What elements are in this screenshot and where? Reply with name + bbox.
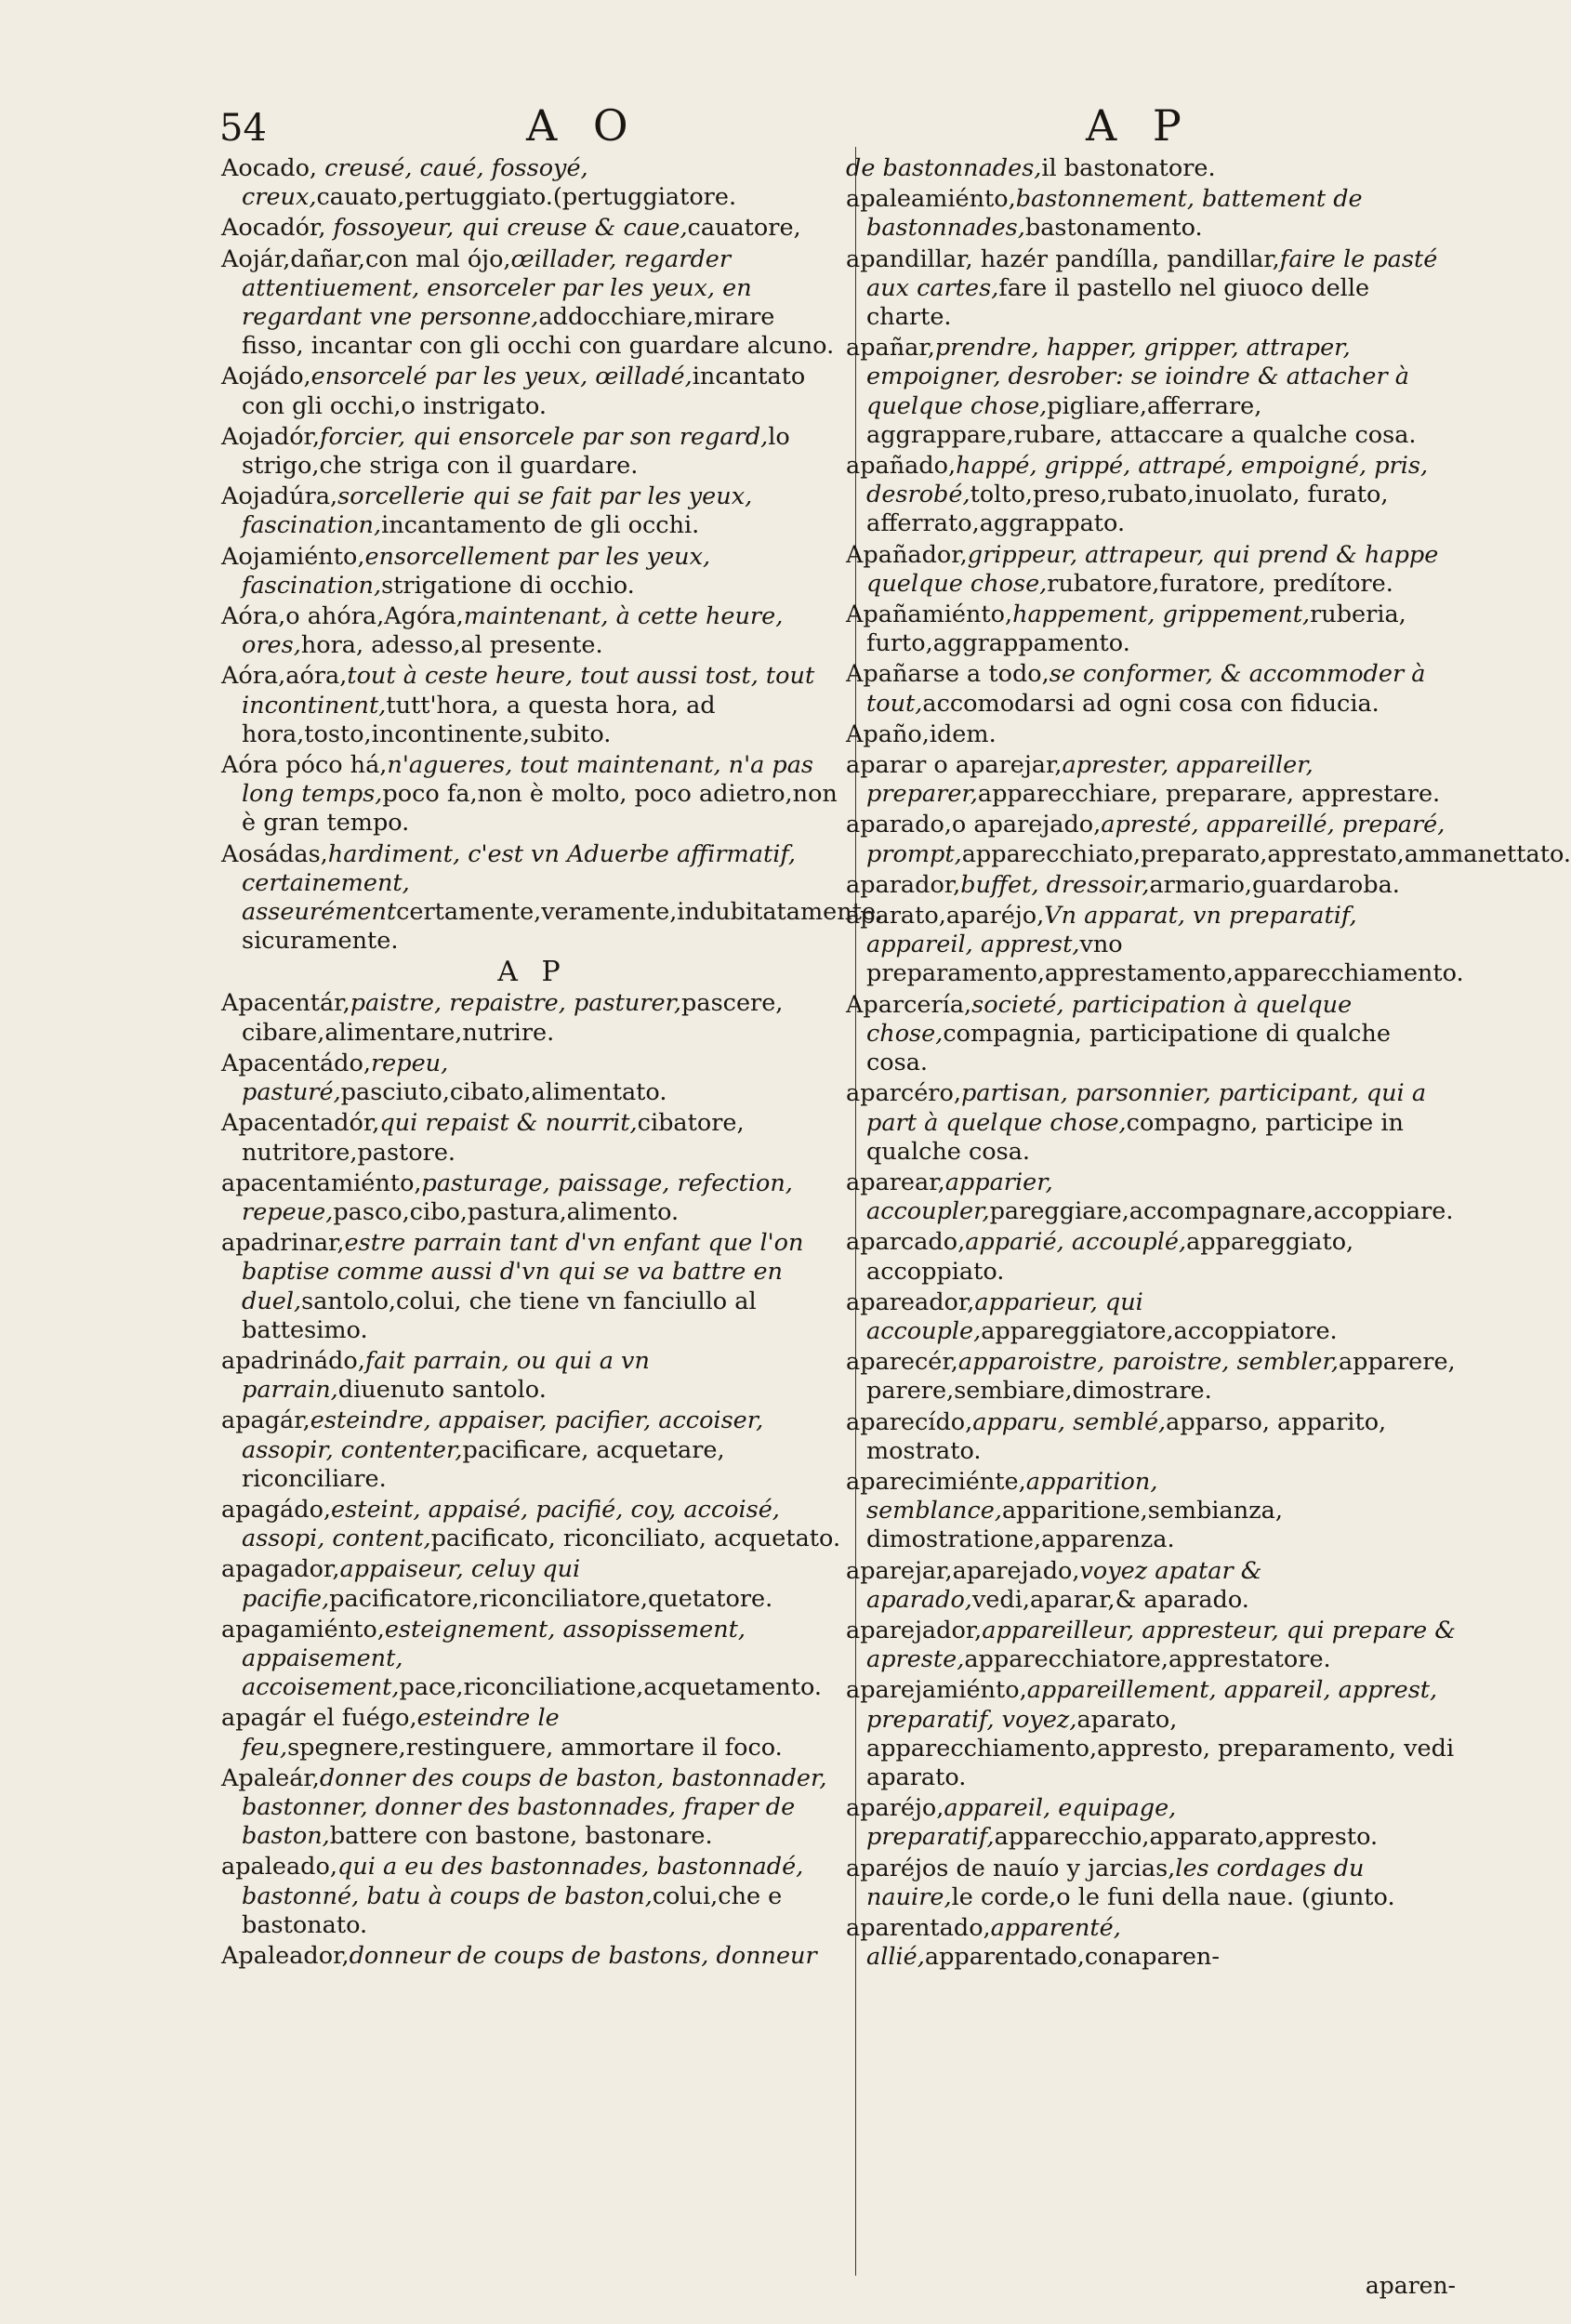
french-gloss: pasturage, paissage, refection, repeue, (242, 1169, 793, 1226)
french-gloss: tout à ceste heure, tout aussi tost, tout incontinent, (242, 662, 815, 720)
french-gloss: apparenté, allié, (866, 1913, 1121, 1972)
italian-gloss: pacificatore,riconciliatore,quetatore. (329, 1584, 773, 1613)
italian-gloss: compagnia, participatione di qualche cosa. (866, 1019, 1391, 1077)
headword: Apaño,idem. (846, 720, 997, 748)
italian-gloss: pareggiare,accompagnare,accoppiare. (989, 1197, 1454, 1226)
headword: aparato,aparéjo, (846, 902, 1045, 931)
dictionary-entry (846, 751, 1459, 809)
dictionary-entry (846, 154, 1459, 183)
french-gloss: apparieur, qui accouple, (866, 1287, 1143, 1345)
dictionary-entry (221, 1406, 844, 1494)
headword: aparecído, (846, 1407, 973, 1436)
dictionary-entry (221, 1229, 844, 1345)
headword: apañar, (846, 334, 935, 363)
french-gloss: n'agueres, tout maintenant, n'a pas long temps, (242, 751, 814, 809)
headword: apaleado, (221, 1853, 337, 1882)
dictionary-entry (221, 989, 844, 1047)
french-gloss: apparition, semblance, (866, 1467, 1158, 1525)
dictionary-entry (846, 601, 1459, 658)
dictionary-entry (221, 1853, 844, 1940)
dictionary-entry (221, 1347, 844, 1405)
dictionary-entry (221, 662, 844, 749)
headword: aparar o aparejar, (846, 751, 1063, 780)
dictionary-entry (846, 902, 1464, 989)
italian-gloss: pace,riconciliatione,acquetamento. (399, 1673, 822, 1702)
french-gloss: maintenant, à cette heure, ores, (242, 602, 784, 660)
italian-gloss: apparentado,conaparen- (924, 1943, 1220, 1972)
italian-gloss: apparere, parere,sembiare,dimostrare. (866, 1348, 1456, 1406)
italian-gloss: cibatore, nutritore,pastore. (242, 1109, 745, 1167)
french-gloss: esteint, appaisé, pacifié, coy, accoisé, assopi, content, (242, 1495, 780, 1553)
headword: Aóra póco há, (221, 751, 388, 780)
italian-gloss: santolo,colui, che tiene vn fanciullo al battesimo. (242, 1287, 757, 1344)
dictionary-entry (846, 811, 1571, 868)
headword: Aocado, (221, 154, 318, 182)
headword: Aojár,dañar,con mal ójo, (221, 244, 511, 273)
italian-gloss: fare il pastello nel giuoco delle charte. (866, 273, 1370, 332)
headword: aparejar,aparejado, (846, 1556, 1080, 1585)
headword: apadrinádo, (221, 1346, 365, 1375)
headword: aparentado, (846, 1913, 991, 1942)
dictionary-entry (846, 1468, 1459, 1555)
italian-gloss: certamente,veramente,indubitatamente, sicuramente. (242, 898, 884, 956)
french-gloss: apresté, appareillé, preparé, prompt, (866, 811, 1446, 868)
headword: Aojádo, (221, 363, 311, 391)
dictionary-entry (846, 1408, 1459, 1466)
headword: aparado,o aparejado, (846, 811, 1102, 839)
dictionary-entry (221, 245, 844, 362)
italian-gloss: pacificato, riconciliato, acquetato. (430, 1525, 841, 1553)
french-gloss: esteindre le feu, (242, 1704, 560, 1762)
headword: Apacentádo, (221, 1049, 371, 1077)
dictionary-entry (846, 1228, 1459, 1286)
headword: aparcado, (846, 1228, 966, 1257)
italian-gloss: apparecchiato,preparato,apprestato,ammanettato. (961, 839, 1571, 868)
right-column (846, 154, 1571, 1974)
italian-gloss: pasciuto,cibato,alimentato. (340, 1078, 667, 1107)
french-gloss: happement, grippement, (1012, 601, 1311, 629)
french-gloss: se conformer, & accommoder à tout, (866, 660, 1426, 718)
french-gloss: apparoistre, paroistre, sembler, (957, 1348, 1339, 1377)
french-gloss: apparu, semblé, (972, 1407, 1167, 1436)
headword: Apañador, (846, 540, 968, 569)
italian-gloss: tolto,preso,rubato,inuolato, furato, afferrato,aggrappato. (866, 481, 1389, 538)
headword: Apaleár, (221, 1763, 320, 1792)
french-gloss: donneur de coups de bastons, donneur (349, 1941, 817, 1970)
french-gloss: appaiseur, celuy qui pacifie, (242, 1555, 581, 1613)
headword: apagador, (221, 1555, 340, 1584)
entries-ap-right (846, 154, 1571, 1972)
italian-gloss: bastonamento. (1024, 214, 1203, 243)
headword: Apacentadór, (221, 1109, 380, 1138)
french-gloss: paistre, repaistre, pasturer, (350, 989, 682, 1018)
italian-gloss: addocchiare,mirare fisso, incantar con gli occhi con guardare alcuno. (242, 303, 835, 361)
headword: Aparcería, (846, 990, 972, 1019)
italian-gloss: apparitione,sembianza, dimostratione,apparenza. (866, 1497, 1283, 1554)
headword: aparear, (846, 1168, 945, 1196)
dictionary-entry (221, 1169, 844, 1227)
french-gloss: forcier, qui ensorcele par son regard, (320, 422, 769, 451)
italian-gloss: colui,che e bastonato. (242, 1882, 783, 1939)
french-gloss: creusé, caué, fossoyé, creux, (242, 154, 588, 212)
dictionary-entry (221, 1616, 844, 1703)
french-gloss: hardiment, c'est vn Aduerbe affirmatif, certainement, asseurément (242, 839, 796, 927)
italian-gloss: lo strigo,che striga con il guardare. (242, 422, 790, 481)
italian-gloss: vedi,aparar,& aparado. (971, 1585, 1249, 1614)
dictionary-entry (221, 154, 844, 212)
dictionary-entry (221, 1050, 844, 1107)
headword: apacentamiénto, (221, 1169, 422, 1197)
dictionary-entry (221, 1109, 844, 1167)
french-gloss: partisan, parsonnier, participant, qui a part à quelque chose, (866, 1079, 1427, 1137)
headword: Aóra,aóra, (221, 662, 348, 691)
french-gloss: ensorcellement par les yeux, fascination, (242, 542, 711, 600)
dictionary-entry (221, 214, 844, 243)
french-gloss: bastonnement, battement de bastonnades, (866, 185, 1363, 243)
italian-gloss: appareggiatore,accoppiatore. (981, 1316, 1338, 1345)
dictionary-entry (846, 991, 1459, 1078)
italian-gloss: appareggiato, accoppiato. (866, 1228, 1354, 1286)
dictionary-entry (846, 541, 1459, 599)
italian-gloss: apparecchiare, preparare, apprestare. (977, 780, 1441, 809)
italian-gloss: battere con bastone, bastonare. (329, 1822, 713, 1851)
italian-gloss: poco fa,non è molto, poco adietro,non è gran tempo. (242, 780, 838, 838)
french-gloss: de bastonnades, (846, 154, 1042, 182)
dictionary-entry (846, 185, 1459, 243)
headword: aparcéro, (846, 1079, 961, 1108)
dictionary-entry (221, 1764, 844, 1852)
dictionary-entry (221, 423, 844, 481)
dictionary-entry (221, 482, 844, 540)
dictionary-entry (221, 363, 844, 420)
italian-gloss: il bastonatore. (1041, 154, 1216, 182)
italian-gloss: incantato con gli occhi,o instrigato. (242, 363, 806, 420)
italian-gloss: tutt'hora, a questa hora, ad hora,tosto,incontinente,subito. (242, 691, 716, 748)
french-gloss: fait parrain, ou qui a vn parrain, (242, 1346, 650, 1405)
italian-gloss: pascere, cibare,alimentare,nutrire. (242, 989, 784, 1047)
headword: Aojamiénto, (221, 542, 365, 571)
french-gloss: qui repaist & nourrit, (379, 1109, 638, 1138)
italian-gloss: hora, adesso,al presente. (300, 631, 603, 660)
french-gloss: sorcellerie qui se fait par les yeux, fascination, (242, 482, 753, 540)
headword: aparejamiénto, (846, 1676, 1027, 1705)
french-gloss: donner des coups de baston, bastonnader, bastonner, donner des bastonnades, fraper de baston, (242, 1763, 827, 1851)
dictionary-entry (221, 839, 884, 957)
dictionary-entry (846, 1914, 1459, 1972)
italian-gloss: pacificare, acquetare, riconciliare. (242, 1435, 725, 1493)
headword: apandillar, hazér pandílla, pandillar, (846, 244, 1280, 273)
french-gloss: happé, grippé, attrapé, empoigné, pris, desrobé, (866, 452, 1429, 509)
headword: apareador, (846, 1287, 975, 1316)
dictionary-entry (846, 1794, 1459, 1852)
dictionary-entry (846, 871, 1459, 900)
headword: Apaleador, (221, 1941, 350, 1970)
headword: apagamiénto, (221, 1615, 385, 1644)
french-gloss: fossoyeur, qui creuse & caue, (325, 214, 688, 243)
dictionary-entry (221, 751, 844, 838)
headword: aparéjos de nauío y jarcias, (846, 1854, 1176, 1882)
dictionary-entry (846, 1855, 1459, 1912)
headword: Aocadór, (221, 214, 326, 243)
catchword: aparen- (1365, 2272, 1456, 2299)
french-gloss: voyez apatar & aparado, (866, 1556, 1262, 1614)
dictionary-entry (221, 1555, 844, 1613)
french-gloss: appareil, equipage, preparatif, (866, 1794, 1177, 1852)
italian-gloss: cauatore, (687, 214, 801, 243)
headword: aparéjo, (846, 1794, 944, 1823)
headword: aparecér, (846, 1348, 958, 1377)
dictionary-entry (846, 1079, 1459, 1167)
french-gloss: œillader, regarder attentiuement, ensorceler par les yeux, en regardant vne personne, (242, 244, 752, 332)
headword: aparecimiénte, (846, 1467, 1026, 1496)
french-gloss: qui a eu des bastonnades, bastonnadé, bastonné, batu à coups de baston, (242, 1853, 804, 1910)
french-gloss: societé, participation à quelque chose, (866, 990, 1353, 1048)
running-header-left: A O (526, 100, 640, 151)
dictionary-entry (846, 452, 1459, 539)
italian-gloss: cauato,pertuggiato.(pertuggiatore. (316, 183, 737, 212)
italian-gloss: compagno, participe in qualche cosa. (866, 1108, 1404, 1166)
italian-gloss: vno preparamento,apprestamento,apparecchiamento. (866, 931, 1464, 988)
dictionary-entry (846, 1617, 1459, 1674)
headword: aparador, (846, 870, 961, 899)
dictionary-entry (846, 660, 1459, 718)
french-gloss: estre parrain tant d'vn enfant que l'on baptise comme aussi d'vn qui se va battre en duel, (242, 1229, 804, 1315)
french-gloss: apparié, accouplé, (965, 1228, 1187, 1257)
french-gloss: aprester, appareiller, preparer, (866, 751, 1314, 809)
italian-gloss: apparecchio,apparato,appresto. (994, 1823, 1379, 1852)
headword: Aojadór, (221, 422, 321, 451)
entries-ao (221, 154, 884, 956)
headword: Aóra,o ahóra,Agóra, (221, 602, 464, 631)
headword: aparejador, (846, 1616, 983, 1644)
french-gloss: buffet, dressoir, (960, 870, 1150, 899)
french-gloss: grippeur, attrapeur, qui prend & happe quelque chose, (866, 540, 1439, 598)
headword: apagár el fuégo, (221, 1704, 417, 1733)
italian-gloss: pigliare,afferrare, aggrappare,rubare, attaccare a qualche cosa. (866, 391, 1417, 449)
italian-gloss: aparato, apparecchiamento,appresto, preparamento, vedi aparato. (866, 1705, 1455, 1791)
entries-ap-left (221, 989, 844, 1971)
dictionary-entry (221, 1496, 844, 1553)
italian-gloss: ruberia, furto,aggrappamento. (866, 601, 1406, 658)
italian-gloss: diuenuto santolo. (337, 1376, 547, 1405)
left-column (221, 154, 884, 1973)
headword: apagádo, (221, 1495, 332, 1524)
french-gloss: les cordages du nauire, (866, 1854, 1365, 1911)
french-gloss: Vn apparat, vn preparatif, appareil, apprest, (866, 902, 1357, 959)
french-gloss: appareillement, appareil, apprest, preparatif, voyez, (866, 1676, 1438, 1734)
headword: Apañarse a todo, (846, 660, 1050, 689)
dictionary-entry (846, 1288, 1459, 1346)
dictionary-entry (846, 1348, 1459, 1406)
dictionary-entry (846, 334, 1459, 450)
italian-gloss: spegnere,restinguere, ammortare il foco. (287, 1733, 783, 1762)
french-gloss: repeu, pasturé, (242, 1049, 449, 1107)
headword: apagár, (221, 1406, 310, 1435)
italian-gloss: incantamento de gli occhi. (381, 511, 700, 540)
dictionary-entry (221, 1704, 844, 1762)
dictionary-entry (221, 543, 844, 601)
dictionary-entry (221, 1942, 844, 1971)
dictionary-entry (221, 602, 844, 660)
dictionary-entry (846, 245, 1459, 333)
dictionary-entry (846, 720, 1459, 749)
headword: apadrinar, (221, 1229, 345, 1258)
headword: Aosádas, (221, 839, 328, 868)
dictionary-entry (846, 1676, 1459, 1792)
section-heading-ap: A P (497, 956, 568, 989)
italian-gloss: apparso, apparito, mostrato. (866, 1407, 1387, 1465)
italian-gloss: le corde,o le funi della naue. (giunto. (951, 1882, 1395, 1911)
french-gloss: prendre, happer, gripper, attraper, empoigner, desrober: se ioindre & attacher à quelque chose, (866, 334, 1409, 420)
dictionary-entry (846, 1169, 1459, 1226)
italian-gloss: apparecchiatore,apprestatore. (964, 1645, 1331, 1674)
headword: apañado, (846, 452, 957, 481)
french-gloss: esteindre, appaiser, pacifier, accoiser, assopir, contenter, (242, 1406, 764, 1464)
running-header-right: A P (1086, 100, 1193, 151)
headword: Apañamiénto, (846, 601, 1013, 629)
dictionary-entry (846, 1557, 1459, 1615)
french-gloss: esteignement, assopissement, appaisement, accoisement, (242, 1615, 746, 1702)
italian-gloss: strigatione di occhio. (381, 571, 635, 600)
page-number: 54 (219, 107, 267, 150)
french-gloss: ensorcelé par les yeux, œilladé, (310, 363, 693, 391)
italian-gloss: pasco,cibo,pastura,alimento. (333, 1197, 680, 1226)
italian-gloss: accomodarsi ad ogni cosa con fiducia. (922, 689, 1380, 718)
headword: Aojadúra, (221, 482, 338, 511)
headword: Apacentár, (221, 989, 350, 1018)
italian-gloss: rubatore,furatore, predítore. (1047, 569, 1393, 598)
french-gloss: appareilleur, appresteur, qui prepare & apreste, (866, 1616, 1457, 1674)
french-gloss: apparier, accoupler, (866, 1168, 1053, 1226)
italian-gloss: armario,guardaroba. (1149, 870, 1400, 899)
french-gloss: faire le pasté aux cartes, (866, 244, 1438, 302)
headword: apaleamiénto, (846, 185, 1016, 214)
